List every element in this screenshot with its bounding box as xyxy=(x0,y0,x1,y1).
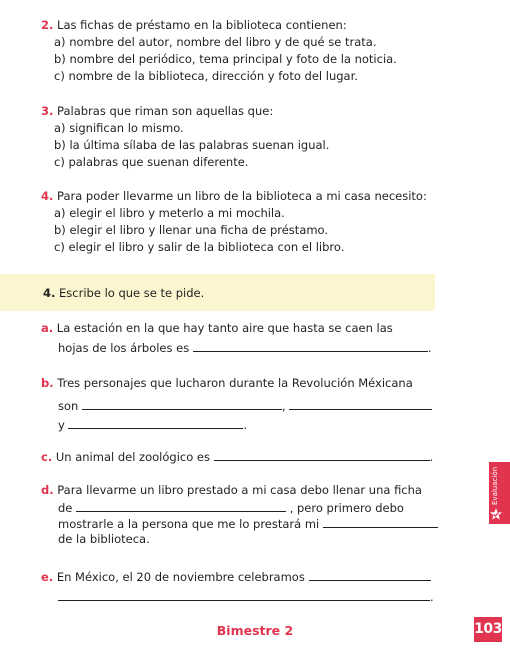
option-c[interactable]: c) palabras que suenan diferente. xyxy=(54,155,249,169)
question-stem: 2. Las fichas de préstamo en la biblioteca contienen: xyxy=(41,18,347,32)
answer-blank[interactable] xyxy=(82,397,282,410)
answer-blank[interactable] xyxy=(214,448,430,461)
answer-blank[interactable] xyxy=(193,339,428,352)
question-2 xyxy=(41,17,441,85)
answer-blank[interactable] xyxy=(309,568,431,581)
answer-blank[interactable] xyxy=(323,515,438,528)
section-number: 4. xyxy=(43,286,56,300)
option-b[interactable]: b) la última sílaba de las palabras suenan igual. xyxy=(54,138,330,152)
question-4 xyxy=(41,188,441,256)
evaluation-side-tab xyxy=(489,462,510,524)
page-number: 103 xyxy=(474,617,502,642)
option-a[interactable]: a) elegir el libro y meterlo a mi mochila. xyxy=(54,206,285,220)
question-3 xyxy=(41,103,441,171)
option-a[interactable]: a) significan lo mismo. xyxy=(54,121,184,135)
option-c[interactable]: c) nombre de la biblioteca, dirección y foto del lugar. xyxy=(54,69,358,83)
fill-b-line1: b. Tres personajes que lucharon durante la Revolución Méxicana xyxy=(41,376,413,390)
star-check-icon xyxy=(489,507,503,521)
answer-blank[interactable] xyxy=(68,416,243,429)
question-number: 4. xyxy=(41,189,54,203)
fill-a-line2: hojas de los árboles es . xyxy=(58,341,432,355)
fill-e-line2: . xyxy=(58,588,434,605)
question-number: 3. xyxy=(41,104,54,118)
fill-d-line2: de , pero primero debo xyxy=(58,501,404,515)
section-heading: 4. Escribe lo que se te pide. xyxy=(43,286,205,300)
fill-b-line2: son , xyxy=(58,397,432,414)
fill-d-line1: d. Para llevarme un libro prestado a mi casa debo llenar una ficha xyxy=(41,483,422,497)
fill-a-line1: a. La estación en la que hay tanto aire que hasta se caen las xyxy=(41,321,393,335)
side-tab-label: Evaluación xyxy=(491,466,499,505)
answer-blank[interactable] xyxy=(76,499,286,512)
question-stem: 4. Para poder llevarme un libro de la biblioteca a mi casa necesito: xyxy=(41,189,427,203)
fill-e-line1: e. En México, el 20 de noviembre celebramos xyxy=(41,568,431,585)
option-b[interactable]: b) elegir el libro y llenar una ficha de préstamo. xyxy=(54,223,329,237)
fill-b-line3: y . xyxy=(58,418,248,432)
option-c[interactable]: c) elegir el libro y salir de la biblioteca con el libro. xyxy=(54,240,345,254)
option-a[interactable]: a) nombre del autor, nombre del libro y de qué se trata. xyxy=(54,35,377,49)
fill-c-line1: c. Un animal del zoológico es . xyxy=(41,450,434,464)
bimester-footer: Bimestre 2 xyxy=(216,623,294,638)
fill-d-line3: mostrarle a la persona que me lo prestará mi xyxy=(58,515,438,532)
answer-blank[interactable] xyxy=(58,588,430,601)
answer-blank[interactable] xyxy=(289,397,432,410)
option-b[interactable]: b) nombre del periódico, tema principal y foto de la noticia. xyxy=(54,52,397,66)
fill-d-line4: de la biblioteca. xyxy=(58,532,150,546)
question-stem: 3. Palabras que riman son aquellas que: xyxy=(41,104,274,118)
question-number: 2. xyxy=(41,18,54,32)
